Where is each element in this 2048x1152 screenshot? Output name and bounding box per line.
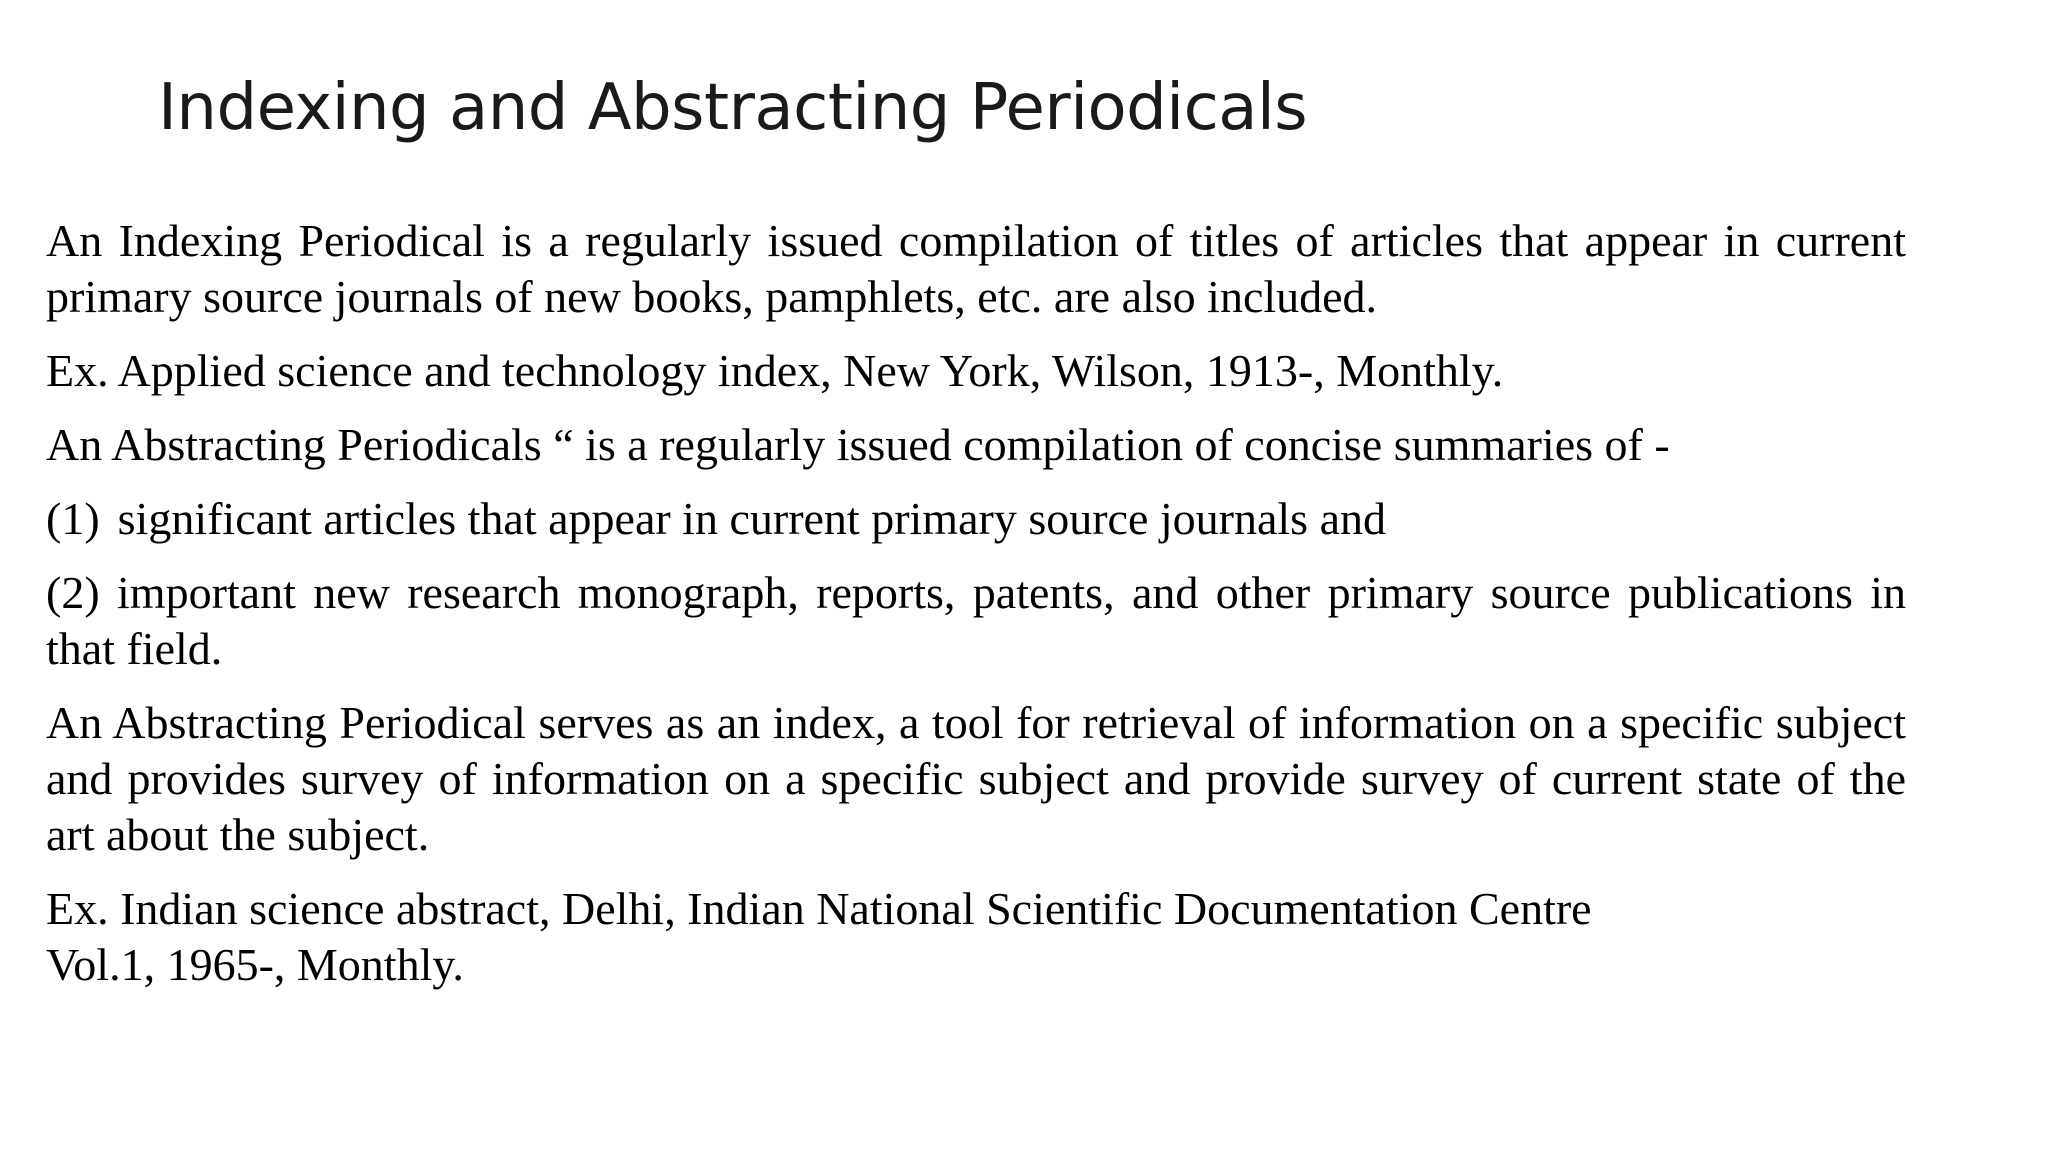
list-item-text: important new research monograph, reports, patents, and other primary source publications in that field. — [46, 567, 1907, 674]
list-item-text: significant articles that appear in current primary source journals and — [117, 493, 1386, 544]
list-item-2 — [46, 565, 1906, 677]
paragraph-abstracting-definition: An Abstracting Periodicals “ is a regularly issued compilation of concise summaries of - — [46, 419, 1670, 470]
paragraph-indexing-definition: An Indexing Periodical is a regularly issued compilation of titles of articles that appear in current primary source journals of new books, pamphlets, etc. are also included. — [46, 215, 1906, 322]
slide-title: Indexing and Abstracting Periodicals — [158, 71, 1308, 145]
example-line-1: Ex. Indian science abstract, Delhi, Indian National Scientific Documentation Centre — [46, 883, 1592, 934]
paragraph-abstracting-purpose: An Abstracting Periodical serves as an index, a tool for retrieval of information on a specific subject and provides survey of information on a specific subject and provide survey of current state of the art about the subject. — [46, 697, 1906, 860]
list-item-1 — [46, 491, 1906, 547]
list-item-number: (2) — [46, 567, 100, 618]
paragraph-abstracting-example — [46, 881, 1906, 993]
paragraph-indexing-example: Ex. Applied science and technology index, New York, Wilson, 1913-, Monthly. — [46, 345, 1504, 396]
list-item-number: (1) — [46, 493, 100, 544]
example-line-2: Vol.1, 1965-, Monthly. — [46, 939, 464, 990]
slide-body — [46, 213, 1906, 1011]
